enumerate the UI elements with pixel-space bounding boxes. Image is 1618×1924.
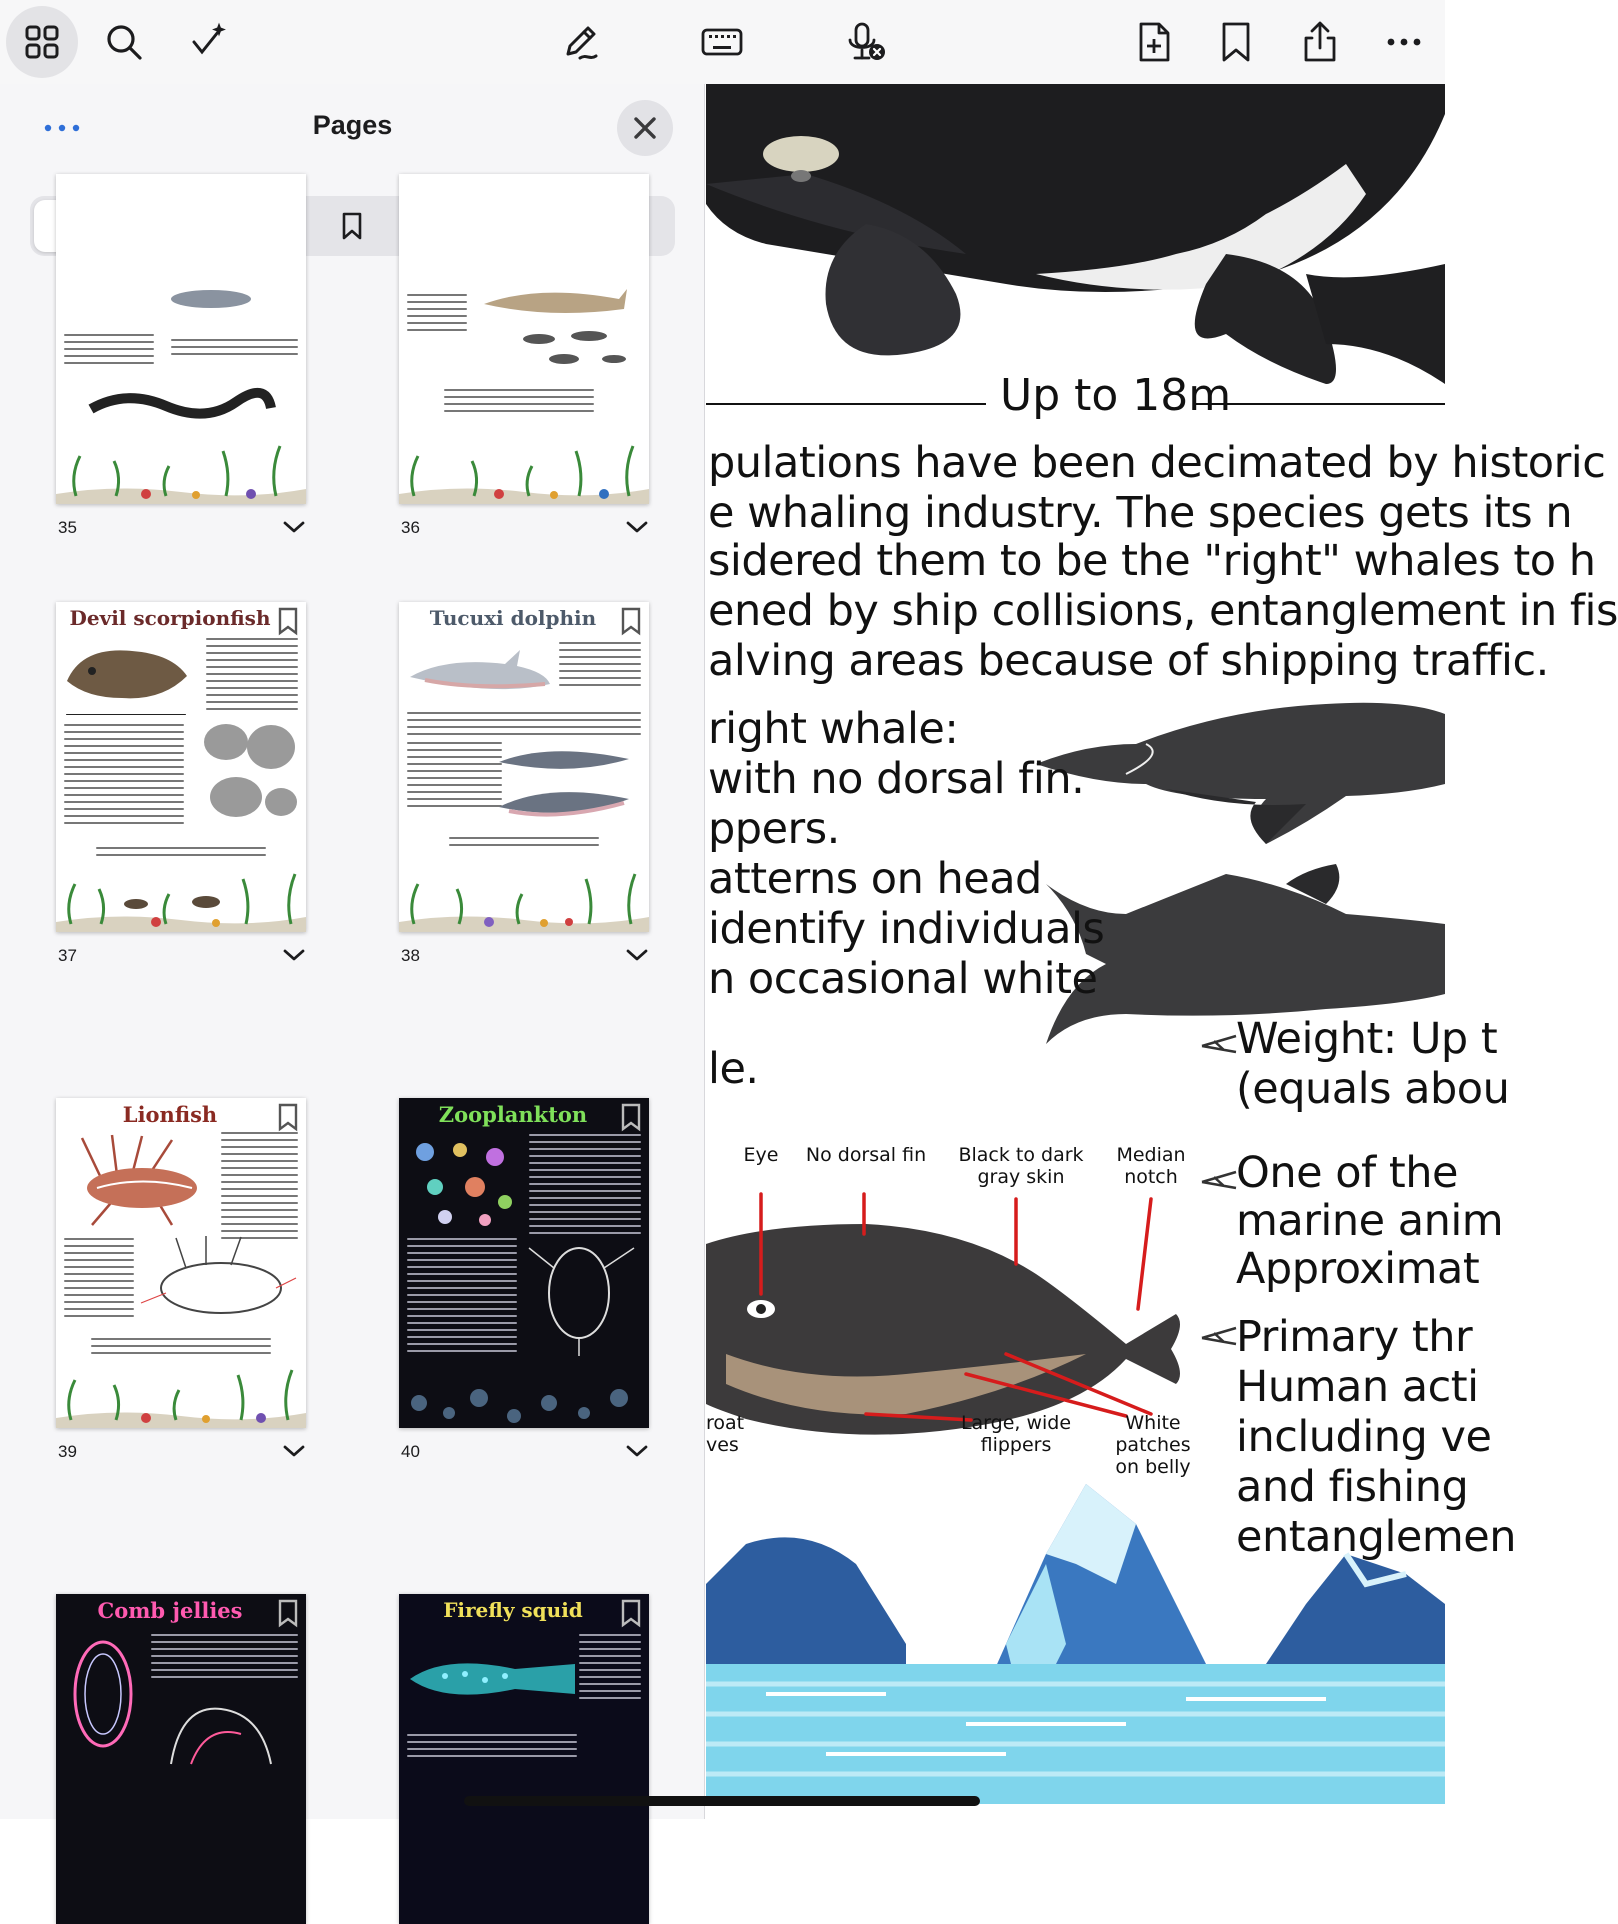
page-number: 37: [58, 946, 77, 965]
chevron-down-icon[interactable]: [625, 1442, 649, 1460]
anatomy-label-median-notch: Median notch: [1116, 1144, 1186, 1188]
anatomy-label-flippers: Large, wide flippers: [960, 1412, 1072, 1456]
more-icon: [1382, 20, 1426, 64]
plankton-illustration: [405, 1132, 525, 1232]
grid-icon: [20, 20, 64, 64]
seabed-illustration: [399, 434, 649, 504]
close-icon: [632, 115, 658, 141]
page-thumbnail-list: [0, 284, 705, 1819]
bookmark-icon[interactable]: [276, 1598, 300, 1628]
page-number: 36: [401, 518, 420, 537]
page-preview-title: Tucuxi dolphin: [429, 606, 597, 630]
bookmark-icon: [1214, 20, 1258, 64]
dolphin-illustration: [166, 284, 256, 314]
add-page-icon: [1132, 20, 1176, 64]
shark-illustration: [479, 279, 629, 324]
add-page-button[interactable]: [1118, 6, 1190, 78]
seabed-illustration: [56, 434, 306, 504]
magic-wand-icon: [186, 20, 230, 64]
share-button[interactable]: [1284, 6, 1356, 78]
bookmark-icon[interactable]: [276, 1102, 300, 1132]
body-text-line: sidered them to be the "right" whales to h: [708, 536, 1596, 586]
fact-line: including ve: [1236, 1412, 1492, 1462]
anatomy-label-skin: Black to dark gray skin: [958, 1144, 1084, 1188]
id-text-line: n occasional white: [708, 954, 1098, 1004]
page-preview-title: Comb jellies: [97, 1598, 243, 1623]
close-sidebar-button[interactable]: [617, 100, 673, 156]
scorpionfish-illustration: [62, 636, 192, 711]
seabed-illustration: [56, 1358, 306, 1428]
page-preview: [399, 1594, 649, 1924]
page-number: 35: [58, 518, 77, 537]
body-text-line: e whaling industry. The species gets its n: [708, 488, 1573, 538]
lionfish-illustration: [62, 1130, 222, 1230]
seabed-illustration: [56, 862, 306, 932]
anatomy-label-throat: roat ves: [706, 1412, 745, 1456]
page-preview: [399, 174, 649, 504]
fact-line: entanglemen: [1236, 1512, 1516, 1562]
home-indicator[interactable]: [464, 1796, 980, 1806]
bookmark-icon[interactable]: [619, 1598, 643, 1628]
search-icon: [102, 20, 146, 64]
page-preview: [56, 174, 306, 504]
dolphin-illustration: [405, 642, 555, 702]
comb-jelly-illustration: [68, 1634, 138, 1754]
body-text-line: ened by ship collisions, entanglement in fis: [708, 586, 1618, 636]
pen-icon: [558, 20, 602, 64]
anatomy-label-no-dorsal-fin: No dorsal fin: [805, 1144, 927, 1166]
chevron-down-icon[interactable]: [625, 518, 649, 536]
page-preview: [399, 602, 649, 932]
pages-sidebar: [0, 84, 705, 1819]
id-text-line: right whale:: [708, 704, 959, 754]
search-button[interactable]: [88, 6, 160, 78]
scorpionfish-sketch-illustration: [196, 717, 301, 827]
page-preview: [399, 1098, 649, 1428]
microphone-off-icon: [844, 20, 888, 64]
page-number: 39: [58, 1442, 77, 1461]
bookmark-icon: [339, 211, 365, 241]
body-text-line: pulations have been decimated by historic: [708, 438, 1606, 488]
fact-line: and fishing: [1236, 1462, 1469, 1512]
top-toolbar: [0, 0, 1445, 84]
fact-line: One of the: [1236, 1148, 1458, 1198]
dictation-button[interactable]: [830, 6, 902, 78]
bookmark-icon[interactable]: [276, 606, 300, 636]
more-options-button[interactable]: [1368, 6, 1440, 78]
fact-line: Weight: Up t: [1236, 1014, 1498, 1064]
chevron-down-icon[interactable]: [625, 946, 649, 964]
jelly-sketch-illustration: [151, 1694, 291, 1774]
anatomy-label-eye: Eye: [743, 1144, 779, 1166]
fact-line: (equals abou: [1236, 1064, 1510, 1114]
fish-group-illustration: [519, 324, 629, 374]
id-text-line: atterns on head: [708, 854, 1042, 904]
dolphin-pair-illustration: [489, 737, 639, 827]
keyboard-icon: [700, 20, 744, 64]
fact-line: marine anim: [1236, 1196, 1504, 1246]
firefly-squid-illustration: [405, 1634, 580, 1724]
bookmark-icon[interactable]: [619, 606, 643, 636]
copepod-illustration: [524, 1238, 644, 1358]
page-preview: [56, 602, 306, 932]
keyboard-button[interactable]: [686, 6, 758, 78]
chevron-down-icon[interactable]: [282, 946, 306, 964]
chevron-down-icon[interactable]: [282, 518, 306, 536]
page-number: 40: [401, 1442, 420, 1461]
bookmark-icon[interactable]: [619, 1102, 643, 1132]
chevron-down-icon[interactable]: [282, 1442, 306, 1460]
lionfish-anatomy-illustration: [136, 1233, 301, 1333]
document-page-view[interactable]: [706, 84, 1618, 1819]
pen-tool-button[interactable]: [544, 6, 616, 78]
size-label: Up to 18m: [1000, 370, 1232, 421]
page-preview: [56, 1594, 306, 1924]
page-number: 38: [401, 946, 420, 965]
magic-button[interactable]: [172, 6, 244, 78]
body-text-line: alving areas because of shipping traffic.: [708, 636, 1549, 686]
page-preview-title: Firefly squid: [443, 1598, 583, 1622]
page-preview: [56, 1098, 306, 1428]
bubbles-illustration: [399, 1368, 649, 1428]
id-text-line: with no dorsal fin.: [708, 754, 1085, 804]
grid-view-button[interactable]: [6, 6, 78, 78]
fact-line: Approximat: [1236, 1244, 1480, 1294]
id-text-line: identify individuals: [708, 904, 1105, 954]
fact-line: Human acti: [1236, 1362, 1479, 1412]
seabed-illustration: [399, 862, 649, 932]
page-preview-title: Lionfish: [122, 1102, 218, 1127]
fact-line: Primary thr: [1236, 1312, 1473, 1362]
share-icon: [1298, 20, 1342, 64]
anatomy-label-white-patches: White patches on belly: [1115, 1412, 1191, 1478]
bookmark-button[interactable]: [1200, 6, 1272, 78]
dive-profile-illustration: [86, 384, 276, 424]
id-text-line: le.: [708, 1044, 759, 1094]
page-preview-title: Devil scorpionfish: [69, 606, 271, 630]
id-text-line: ppers.: [708, 804, 840, 854]
page-preview-title: Zooplankton: [438, 1102, 588, 1127]
sidebar-title: Pages: [312, 110, 393, 140]
